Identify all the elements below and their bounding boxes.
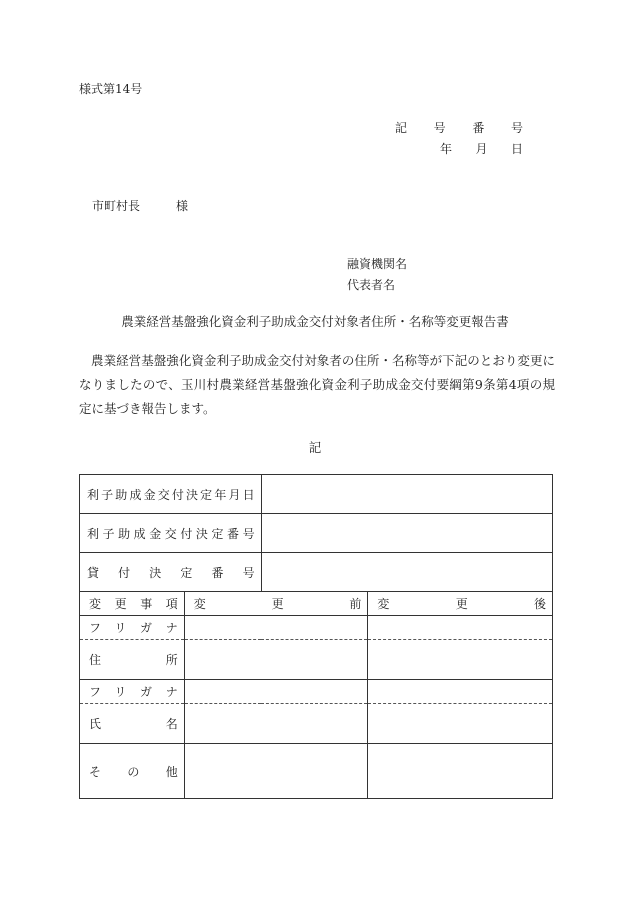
addressee-name: 市町村長 [92, 199, 141, 213]
change-after-header: 変更後 [377, 597, 546, 611]
info-row-loan-number [80, 553, 553, 592]
change-before-header: 変更前 [193, 597, 362, 611]
info-label: 利子助成金交付決定番号 [87, 526, 255, 541]
info-row-decision-number [80, 514, 553, 553]
change-label-cell [80, 616, 185, 640]
record-number-char: 号 [510, 121, 523, 135]
change-label-cell [80, 704, 185, 744]
change-row-name-furigana [80, 680, 553, 704]
body-paragraph [79, 349, 555, 421]
change-label-cell [80, 640, 185, 680]
date-month-char: 月 [475, 142, 488, 156]
change-label: 住所 [89, 653, 178, 667]
info-value-cell[interactable] [261, 475, 552, 514]
before-value-cell[interactable] [184, 680, 368, 704]
change-row-address [80, 640, 553, 680]
before-value-cell[interactable] [184, 744, 368, 799]
after-value-cell[interactable] [368, 744, 553, 799]
change-label: フリガナ [89, 685, 178, 699]
before-value-cell[interactable] [184, 616, 368, 640]
change-label: その他 [89, 764, 178, 779]
change-header-row [80, 592, 553, 616]
addressee [92, 198, 188, 214]
info-label-cell [80, 514, 262, 553]
ki-heading: 記 [308, 440, 322, 455]
change-item-header-cell [80, 592, 185, 616]
info-value-cell[interactable] [261, 514, 552, 553]
change-label: 氏名 [89, 717, 178, 731]
addressee-honorific: 様 [176, 199, 189, 213]
after-value-cell[interactable] [368, 616, 553, 640]
info-row-decision-date [80, 475, 553, 514]
institution-name-label: 融資機関名 [347, 257, 408, 271]
representative-name-label: 代表者名 [347, 278, 396, 292]
change-row-address-furigana [80, 616, 553, 640]
record-number-char: 番 [472, 121, 485, 135]
form-number: 様式第14号 [79, 82, 143, 96]
change-before-header-cell [184, 592, 368, 616]
after-value-cell[interactable] [368, 704, 553, 744]
change-label-cell [80, 744, 185, 799]
change-label-cell [80, 680, 185, 704]
date-day-char: 日 [510, 142, 523, 156]
after-value-cell[interactable] [368, 680, 553, 704]
document-title: 農業経営基盤強化資金利子助成金交付対象者住所・名称等変更報告書 [121, 314, 509, 329]
after-value-cell[interactable] [368, 640, 553, 680]
date-year-char: 年 [440, 142, 453, 156]
before-value-cell[interactable] [184, 704, 368, 744]
info-value-cell[interactable] [261, 553, 552, 592]
change-row-name [80, 704, 553, 744]
date-line [440, 141, 523, 157]
report-table [79, 474, 553, 799]
change-label: フリガナ [89, 621, 178, 635]
record-number-char: 記 [395, 121, 408, 135]
change-row-other [80, 744, 553, 799]
info-label-cell [80, 475, 262, 514]
record-number-line [395, 120, 523, 136]
info-label: 貸付決定番号 [87, 565, 255, 580]
before-value-cell[interactable] [184, 640, 368, 680]
record-number-char: 号 [433, 121, 446, 135]
change-item-header: 変更事項 [89, 597, 178, 611]
change-after-header-cell [368, 592, 553, 616]
info-label: 利子助成金交付決定年月日 [87, 487, 255, 502]
info-label-cell [80, 553, 262, 592]
body-text: 農業経営基盤強化資金利子助成金交付対象者の住所・名称等が下記のとおり変更になりましたので、玉川村農業経営基盤強化資金利子助成金交付要綱第9条第4項の規定に基づき報告します。 [79, 353, 555, 416]
